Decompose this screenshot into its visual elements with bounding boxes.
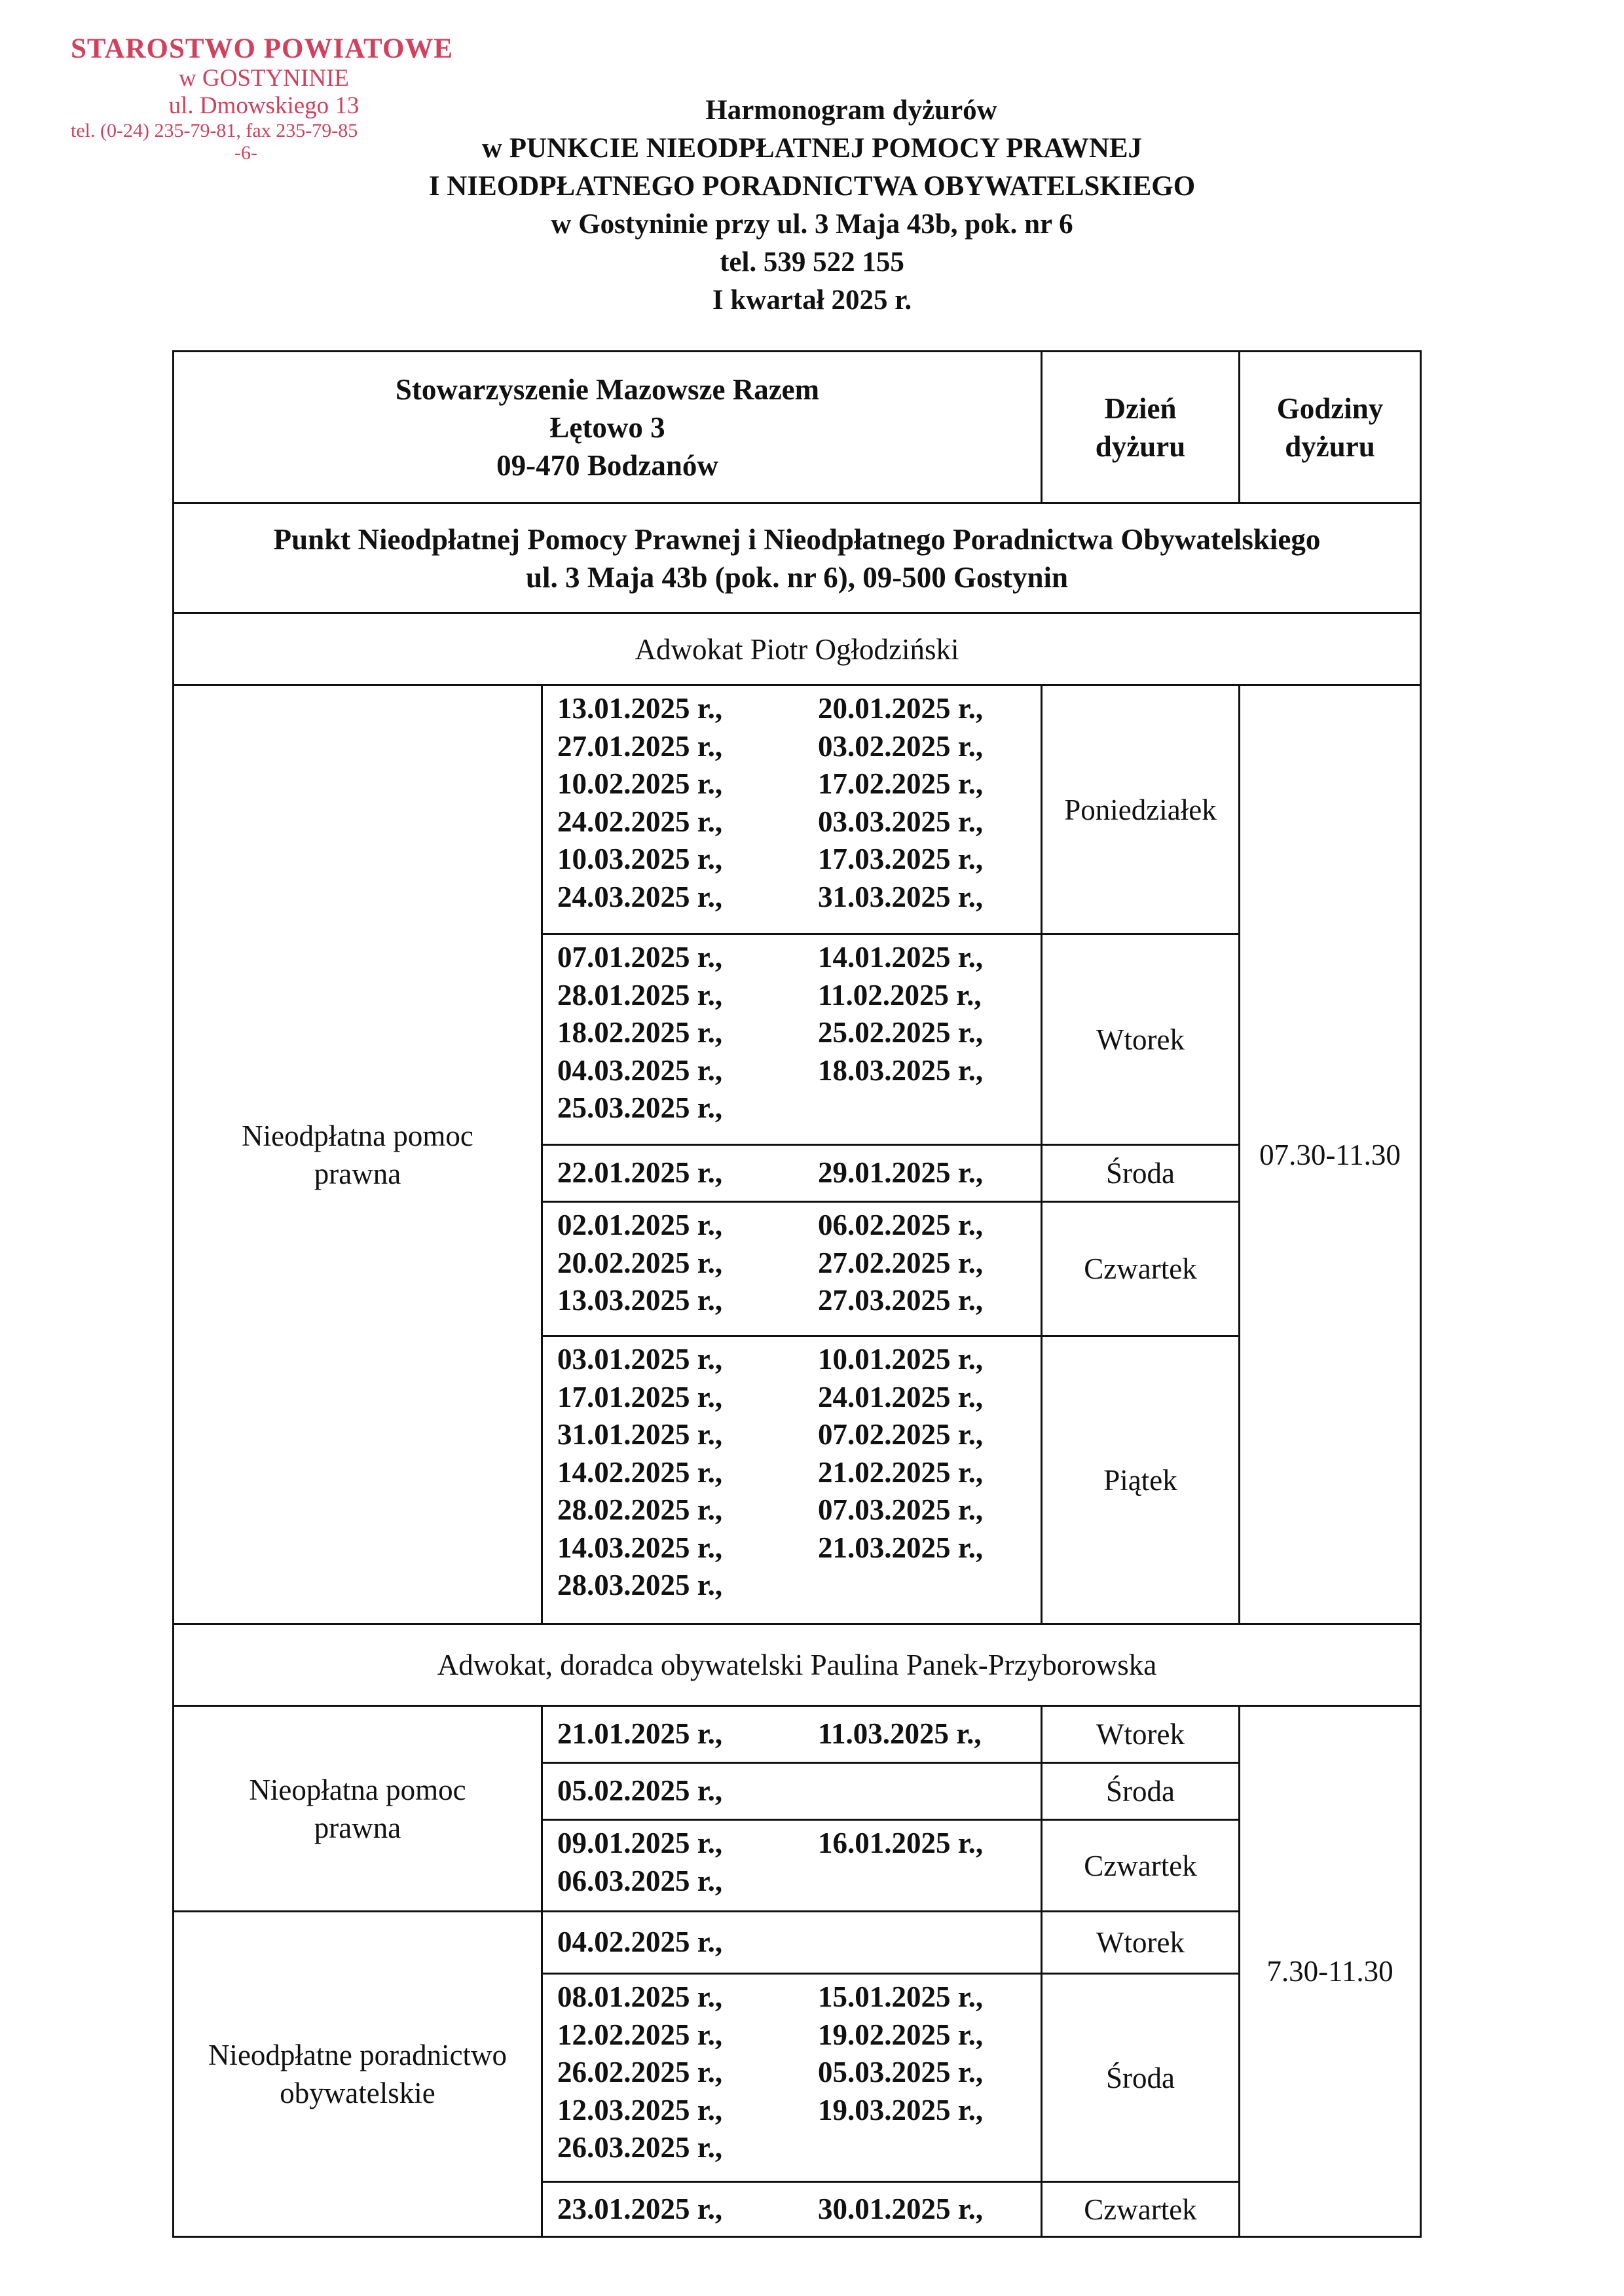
date-pair bbox=[557, 1825, 1034, 1863]
duty-date: 12.02.2025 r., bbox=[557, 2018, 723, 2051]
day-thursday: Czwartek bbox=[1042, 2182, 1240, 2237]
duty-date: 23.01.2025 r., bbox=[557, 2192, 723, 2225]
dates-p2-legal-tuesday bbox=[542, 1706, 1042, 1763]
header-line-2: w PUNKCIE NIEODPŁATNEJ POMOCY PRAWNEJ bbox=[481, 133, 1143, 164]
duty-date: 28.03.2025 r., bbox=[557, 1569, 723, 1601]
duty-date: 27.02.2025 r., bbox=[818, 1246, 984, 1279]
date-pair bbox=[557, 1454, 1034, 1492]
duty-date: 07.03.2025 r., bbox=[818, 1493, 984, 1526]
dates-p1-thursday bbox=[542, 1202, 1042, 1336]
point-name: Punkt Nieodpłatnej Pomocy Prawnej i Nieodpłatnego Poradnictwa Obywatelskiego bbox=[273, 522, 1321, 556]
duty-date: 03.02.2025 r., bbox=[818, 729, 984, 763]
date-pair bbox=[557, 1052, 1034, 1090]
date-pair bbox=[557, 1282, 1034, 1320]
category-legal-aid-2 bbox=[174, 1706, 542, 1912]
day-friday: Piątek bbox=[1042, 1336, 1240, 1624]
cat-line-2: prawna bbox=[314, 1157, 401, 1190]
stamp-phone: tel. (0-24) 235-79-81, fax 235-79-85 bbox=[71, 120, 358, 141]
stamp-code: -6- bbox=[234, 142, 257, 164]
duty-date: 08.01.2025 r., bbox=[557, 1980, 723, 2013]
date-pair bbox=[557, 1207, 1034, 1245]
duty-date: 11.03.2025 r., bbox=[818, 1717, 982, 1751]
duty-date: 02.01.2025 r., bbox=[557, 1209, 723, 1241]
duty-date: 25.03.2025 r., bbox=[557, 1091, 723, 1124]
duty-date: 07.02.2025 r., bbox=[818, 1418, 984, 1451]
duty-date: 27.03.2025 r., bbox=[818, 1284, 984, 1317]
cat3-line-2: obywatelskie bbox=[280, 2077, 435, 2109]
day-thursday: Czwartek bbox=[1042, 1202, 1240, 1336]
duty-date: 13.01.2025 r., bbox=[557, 692, 723, 725]
duty-date: 11.02.2025 r., bbox=[818, 978, 982, 1011]
header-line-3: I NIEODPŁATNEGO PORADNICTWA OBYWATELSKIEGO bbox=[428, 171, 1196, 202]
day-wednesday: Środa bbox=[1042, 1974, 1240, 2182]
hours-lawyer-1: 07.30-11.30 bbox=[1240, 685, 1421, 1624]
date-pair bbox=[557, 1715, 1034, 1753]
cat-line-1: Nieodpłatna pomoc bbox=[242, 1119, 473, 1152]
duty-date: 16.01.2025 r., bbox=[818, 1827, 984, 1859]
date-pair bbox=[557, 939, 1034, 977]
duty-date: 22.01.2025 r., bbox=[557, 1156, 723, 1190]
duty-date: 12.03.2025 r., bbox=[557, 2093, 723, 2126]
date-pair bbox=[557, 1491, 1034, 1529]
day-wednesday: Środa bbox=[1042, 1763, 1240, 1820]
duty-date: 29.01.2025 r., bbox=[818, 1156, 984, 1190]
organization-cell bbox=[174, 352, 1042, 503]
org-address-1: Łętowo 3 bbox=[549, 410, 665, 444]
date-pair bbox=[557, 879, 1034, 917]
duty-date: 30.01.2025 r., bbox=[818, 2192, 984, 2225]
date-pair bbox=[557, 1923, 1034, 1961]
duty-date: 17.02.2025 r., bbox=[818, 767, 984, 800]
duty-date: 17.01.2025 r., bbox=[557, 1380, 723, 1413]
date-pair bbox=[557, 1772, 1034, 1810]
duty-date: 24.02.2025 r., bbox=[557, 805, 723, 838]
duty-date: 20.01.2025 r., bbox=[818, 692, 984, 725]
point-address: ul. 3 Maja 43b (pok. nr 6), 09-500 Gostynin bbox=[525, 560, 1069, 594]
date-pair bbox=[557, 1089, 1034, 1127]
date-pair bbox=[557, 1341, 1034, 1379]
lawyer-1-row: Adwokat Piotr Ogłodziński bbox=[174, 613, 1421, 685]
category-civic-advice bbox=[174, 1912, 542, 2237]
date-pair bbox=[557, 2129, 1034, 2167]
date-pair bbox=[557, 1567, 1034, 1605]
dates-p2-civic-tuesday bbox=[542, 1912, 1042, 1974]
day-wednesday: Środa bbox=[1042, 1145, 1240, 1202]
duty-date: 05.03.2025 r., bbox=[818, 2056, 984, 2088]
duty-date: 14.03.2025 r., bbox=[557, 1531, 723, 1564]
date-pair bbox=[557, 1014, 1034, 1052]
duty-date: 10.01.2025 r., bbox=[818, 1343, 984, 1376]
stamp-title: STAROSTWO POWIATOWE bbox=[71, 33, 454, 64]
dates-p1-monday bbox=[542, 685, 1042, 934]
duty-date: 31.01.2025 r., bbox=[557, 1418, 723, 1451]
duty-date: 07.01.2025 r., bbox=[557, 941, 723, 974]
col-day-line-2: dyżuru bbox=[1095, 429, 1186, 463]
cat2-line-2: prawna bbox=[314, 1811, 401, 1844]
dates-p2-civic-thursday bbox=[542, 2182, 1042, 2237]
duty-date: 15.01.2025 r., bbox=[818, 1980, 984, 2013]
col-hours-line-1: Godziny bbox=[1276, 392, 1384, 425]
point-cell bbox=[174, 503, 1421, 613]
dates-p1-friday bbox=[542, 1336, 1042, 1624]
duty-date: 17.03.2025 r., bbox=[818, 843, 984, 875]
duty-date: 19.02.2025 r., bbox=[818, 2018, 984, 2051]
date-pair bbox=[557, 803, 1034, 841]
duty-date: 09.01.2025 r., bbox=[557, 1827, 723, 1859]
header-title: Harmonogram dyżurów bbox=[705, 95, 997, 126]
date-pair bbox=[557, 690, 1034, 728]
duty-date: 05.02.2025 r., bbox=[557, 1774, 723, 1808]
duty-date: 06.03.2025 r., bbox=[557, 1864, 723, 1897]
duty-date: 21.03.2025 r., bbox=[818, 1531, 984, 1564]
duty-date: 18.03.2025 r., bbox=[818, 1053, 984, 1087]
header-quarter: I kwartał 2025 r. bbox=[712, 285, 912, 316]
date-pair bbox=[557, 841, 1034, 879]
duty-date: 10.02.2025 r., bbox=[557, 767, 723, 800]
column-header-hours bbox=[1240, 352, 1421, 503]
day-tuesday: Wtorek bbox=[1042, 1912, 1240, 1974]
duty-date: 24.03.2025 r., bbox=[557, 880, 723, 913]
category-legal-aid-1 bbox=[174, 685, 542, 1624]
duty-date: 06.02.2025 r., bbox=[818, 1209, 984, 1241]
duty-date: 19.03.2025 r., bbox=[818, 2093, 984, 2126]
date-pair bbox=[557, 977, 1034, 1015]
duty-date: 27.01.2025 r., bbox=[557, 729, 723, 763]
day-thursday: Czwartek bbox=[1042, 1820, 1240, 1912]
header-address: w Gostyninie przy ul. 3 Maja 43b, pok. nr 6 bbox=[551, 209, 1073, 240]
dates-p1-tuesday bbox=[542, 934, 1042, 1145]
cat3-line-1: Nieodpłatne poradnictwo bbox=[208, 2039, 507, 2071]
day-tuesday: Wtorek bbox=[1042, 1706, 1240, 1763]
dates-p1-wednesday bbox=[542, 1145, 1042, 1202]
document-header bbox=[0, 92, 1624, 319]
duty-date: 28.01.2025 r., bbox=[557, 978, 723, 1011]
stamp-city: w GOSTYNINIE bbox=[179, 65, 349, 92]
duty-date: 26.03.2025 r., bbox=[557, 2131, 723, 2164]
schedule-table bbox=[172, 350, 1422, 2238]
date-pair bbox=[557, 2191, 1034, 2229]
date-pair bbox=[557, 765, 1034, 803]
date-pair bbox=[557, 1863, 1034, 1901]
day-monday: Poniedziałek bbox=[1042, 685, 1240, 934]
duty-date: 28.02.2025 r., bbox=[557, 1493, 723, 1526]
org-name: Stowarzyszenie Mazowsze Razem bbox=[395, 373, 820, 406]
duty-date: 03.01.2025 r., bbox=[557, 1343, 723, 1376]
date-pair bbox=[557, 1245, 1034, 1283]
duty-date: 21.01.2025 r., bbox=[557, 1717, 723, 1751]
stamp-street: ul. Dmowskiego 13 bbox=[168, 92, 360, 119]
duty-date: 04.02.2025 r., bbox=[557, 1925, 723, 1959]
duty-date: 14.02.2025 r., bbox=[557, 1455, 723, 1489]
duty-date: 25.02.2025 r., bbox=[818, 1016, 984, 1049]
duty-date: 24.01.2025 r., bbox=[818, 1380, 984, 1413]
dates-p2-civic-wednesday bbox=[542, 1974, 1042, 2182]
cat2-line-1: Nieopłatna pomoc bbox=[249, 1773, 466, 1806]
col-hours-line-2: dyżuru bbox=[1285, 429, 1375, 463]
date-pair bbox=[557, 2016, 1034, 2054]
date-pair bbox=[557, 1154, 1034, 1192]
duty-date: 13.03.2025 r., bbox=[557, 1284, 723, 1317]
duty-date: 18.02.2025 r., bbox=[557, 1016, 723, 1049]
duty-date: 20.02.2025 r., bbox=[557, 1246, 723, 1279]
date-pair bbox=[557, 728, 1034, 766]
date-pair bbox=[557, 2054, 1034, 2092]
day-tuesday: Wtorek bbox=[1042, 934, 1240, 1145]
date-pair bbox=[557, 1529, 1034, 1567]
duty-date: 04.03.2025 r., bbox=[557, 1053, 723, 1087]
org-address-2: 09-470 Bodzanów bbox=[496, 448, 718, 482]
duty-date: 21.02.2025 r., bbox=[818, 1455, 984, 1489]
duty-date: 14.01.2025 r., bbox=[818, 941, 984, 974]
hours-lawyer-2: 7.30-11.30 bbox=[1240, 1706, 1421, 2237]
duty-date: 10.03.2025 r., bbox=[557, 843, 723, 875]
column-header-day bbox=[1042, 352, 1240, 503]
col-day-line-1: Dzień bbox=[1104, 392, 1177, 425]
duty-date: 31.03.2025 r., bbox=[818, 880, 984, 913]
date-pair bbox=[557, 1978, 1034, 2016]
date-pair bbox=[557, 1416, 1034, 1454]
duty-date: 03.03.2025 r., bbox=[818, 805, 984, 838]
date-pair bbox=[557, 2092, 1034, 2130]
dates-p2-legal-thursday bbox=[542, 1820, 1042, 1912]
header-phone: tel. 539 522 155 bbox=[720, 247, 904, 278]
duty-date: 26.02.2025 r., bbox=[557, 2056, 723, 2088]
lawyer-2-row: Adwokat, doradca obywatelski Paulina Panek-Przyborowska bbox=[174, 1624, 1421, 1706]
date-pair bbox=[557, 1379, 1034, 1417]
dates-p2-legal-wednesday bbox=[542, 1763, 1042, 1820]
